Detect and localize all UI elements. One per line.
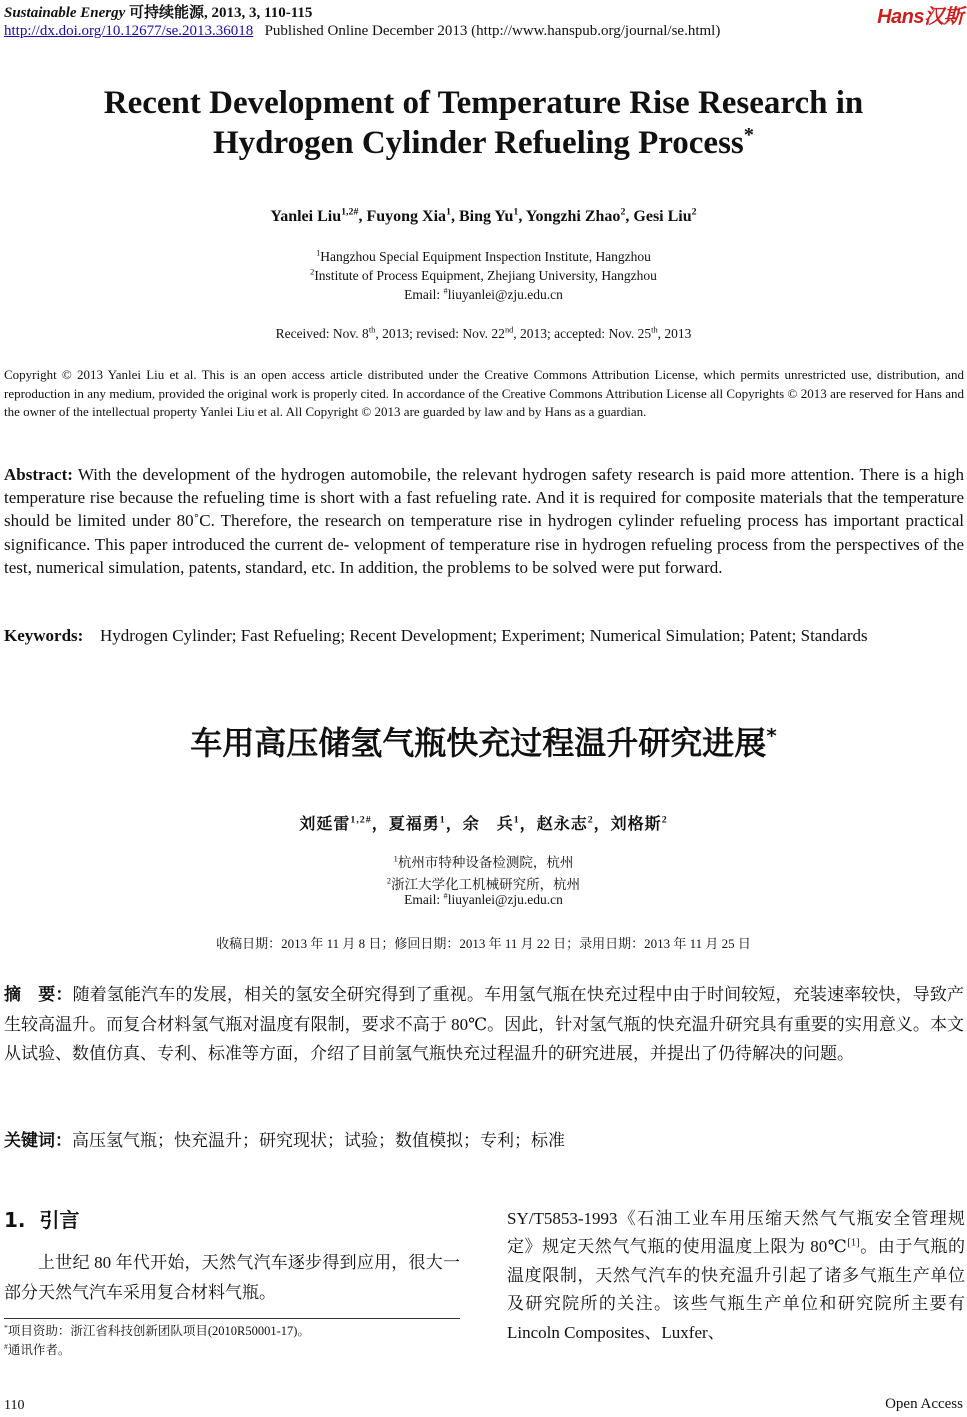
- keywords-text: Hydrogen Cylinder; Fast Refueling; Recent Development; Experiment; Numerical Simulation; Patent; Standards: [100, 626, 868, 645]
- open-access-label: Open Access: [885, 1396, 963, 1412]
- footnotes: [4, 1322, 310, 1360]
- en-author-affiliation-mark: 1: [446, 206, 451, 218]
- en-author-separator: ,: [518, 208, 526, 225]
- page-number: 110: [4, 1398, 25, 1413]
- dates-cn: 收稿日期：2013 年 11 月 8 日；修回日期：2013 年 11 月 22 日；录用日期：2013 年 11 月 25 日: [216, 936, 751, 951]
- cn-author-separator: ，: [593, 816, 611, 833]
- cn-author-name: 夏福勇: [388, 816, 440, 833]
- cn-author-separator: ，: [519, 816, 537, 833]
- en-author-name: Bing Yu: [458, 208, 514, 225]
- affiliation-cn-2: $^2$浙江大学化工机械研究所，杭州: [386, 876, 581, 892]
- abstract-cn-text: 随着氢能汽车的发展，相关的氢安全研究得到了重视。车用氢气瓶在快充过程中由于时间较短，充装速率较快，导致产生较高温升。而复合材料氢气瓶对温度有限制，要求不高于 80℃。因此，针对氢气瓶的快充温升研究具有重要的实用意义。本文从试验、数值仿真、专利、标准等方面，介绍了目前氢气瓶快充过程温升的研究进展，并提出了仍待解决的问题。: [4, 985, 965, 1063]
- citation: , 2013, 3, 110-115: [204, 5, 313, 21]
- en-author-affiliation-mark: 1: [513, 206, 519, 218]
- abstract-text: With the development of the hydrogen automobile, the relevant hydrogen safety research is paid more attention. There is a high temperature rise because the refueling time is short with a fast refueling rate. And it is required for composite materials that the temperature should be limited under 80˚C. Therefore, the research on temperature rise in hydrogen cylinder refueling process has important practical significance. This paper introduced the current de- velopment of temperature rise in hydrogen refueling process from the perspectives of the test, numerical simulation, patents, standard, etc. In addition, the problems to be solved were put forward.: [4, 465, 964, 577]
- doi-link[interactable]: http://dx.doi.org/10.12677/se.2013.36018: [4, 23, 254, 39]
- dates-en: Received: Nov. 8th, 2013; revised: Nov. 22nd, 2013; accepted: Nov. 25th, 2013: [275, 325, 692, 341]
- en-author-affiliation-mark: 1,2#: [341, 206, 359, 218]
- journal-name: Sustainable Energy: [4, 5, 126, 21]
- journal-citation: [4, 1, 312, 22]
- en-author-name: Yanlei Liu: [270, 208, 342, 225]
- publisher-logo: Hans汉斯: [877, 6, 963, 28]
- paper-title-en: [0, 83, 967, 163]
- en-author-affiliation-mark: 2: [691, 206, 697, 218]
- cn-author-name: 余 兵: [462, 816, 514, 833]
- published-info: Published Online December 2013 (http://www.hanspub.org/journal/se.html): [264, 23, 721, 39]
- title-footnote-mark: *: [743, 124, 754, 146]
- en-author-name: Yongzhi Zhao: [525, 208, 621, 225]
- email-address: liuyanlei@zju.edu.cn: [447, 287, 563, 302]
- footnote-funding: *项目资助：浙江省科技创新团队项目(2010R50001-17)。: [4, 1322, 310, 1338]
- en-author-separator: ,: [358, 208, 367, 225]
- section-heading: 1. 引言: [4, 1208, 80, 1232]
- keywords-label: Keywords:: [4, 626, 84, 645]
- author-list-cn: [0, 811, 967, 834]
- journal-name-cn: 可持续能源: [129, 5, 205, 21]
- cn-author-name: 刘延雷: [299, 816, 351, 833]
- abstract-label: Abstract:: [4, 465, 73, 484]
- body-paragraph: 上世纪 80 年代开始，天然气汽车逐步得到应用，很大一部分天然气汽车采用复合材料气瓶。: [4, 1253, 460, 1302]
- keywords-cn-label: 关键词：: [4, 1131, 72, 1151]
- cn-author-affiliation-mark: 1,2#: [350, 814, 372, 826]
- cn-author-separator: ，: [371, 816, 389, 833]
- abstract-en: [4, 463, 964, 579]
- en-author-separator: ,: [625, 208, 634, 225]
- affiliation-1: $^1$Hangzhou Special Equipment Inspection Institute, Hangzhou: [316, 248, 651, 264]
- keywords-en: [4, 624, 964, 647]
- body-column-right: SY/T5853-1993《石油工业车用压缩天然气气瓶安全管理规定》规定天然气气瓶的使用温度上限为 80℃[1]。由于气瓶的温度限制，天然气汽车的快充温升引起了诸多气瓶生产单位及研究院所的关注。该些气瓶生产单位和研究院所主要有 Lincoln Composites、Luxfer、: [507, 1209, 965, 1342]
- email-line: Email: #liuyanlei@zju.edu.cn: [404, 286, 563, 302]
- en-author-separator: ,: [450, 208, 459, 225]
- body-column-left: [4, 1248, 460, 1308]
- cn-author-affiliation-mark: 2: [587, 814, 594, 826]
- copyright-notice: Copyright © 2013 Yanlei Liu et al. This is an open access article distributed under the Creative Commons Attribution License, which permits unrestricted use, distribution, and reproduction in any medium, provided the original work is properly cited. In accordance of the Creative Commons Attribution License all Copyrights © 2013 are reserved for Hans and the owner of the intellectual property Yanlei Liu et al. All Copyright © 2013 are guarded by law and by Hans as a guardian.: [4, 367, 964, 419]
- cn-author-name: 赵永志: [536, 816, 588, 833]
- title-line-1: Recent Development of Temperature Rise Research in: [103, 85, 864, 121]
- email-line-cn: Email: #liuyanlei@zju.edu.cn: [404, 891, 563, 907]
- en-author-affiliation-mark: 2: [620, 206, 626, 218]
- en-author-name: Fuyong Xia: [366, 208, 447, 225]
- keywords-cn: [4, 1126, 964, 1151]
- footnote-divider: [4, 1318, 460, 1319]
- affiliation-cn-1: $^1$杭州市特种设备检测院，杭州: [393, 854, 574, 870]
- cn-author-name: 刘格斯: [610, 816, 662, 833]
- reference-link: [1]: [847, 1237, 860, 1249]
- keywords-cn-text: 高压氢气瓶；快充温升；研究现状；试验；数值模拟；专利；标准: [72, 1131, 565, 1150]
- paper-title-cn: 车用高压储氢气瓶快充过程温升研究进展*: [190, 724, 777, 762]
- cn-author-affiliation-mark: 1: [513, 814, 520, 826]
- footnote-corresponding: #通讯作者。: [4, 1341, 71, 1357]
- publication-line: [4, 23, 720, 40]
- cn-author-affiliation-mark: 2: [661, 814, 668, 826]
- abstract-cn-label: 摘 要：: [4, 985, 73, 1005]
- cn-author-separator: ，: [445, 816, 463, 833]
- affiliation-2: $^2$Institute of Process Equipment, Zhejiang University, Hangzhou: [310, 267, 657, 283]
- en-author-name: Gesi Liu: [633, 208, 692, 225]
- title-line-2: Hydrogen Cylinder Refueling Process*: [213, 124, 754, 161]
- cn-author-affiliation-mark: 1: [439, 814, 446, 826]
- author-list-en: [0, 208, 967, 226]
- abstract-cn: [4, 980, 964, 1068]
